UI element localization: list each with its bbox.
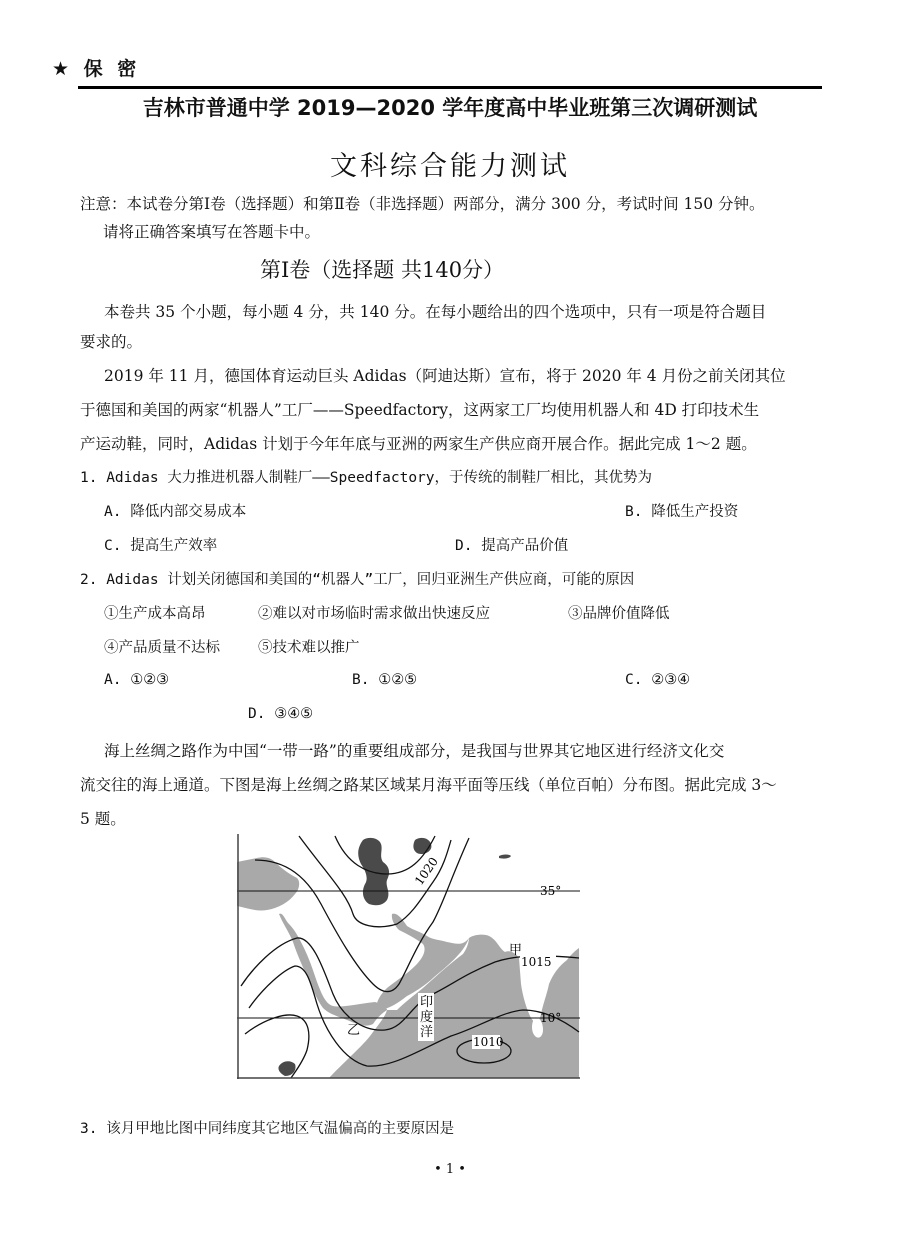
question-1-option-b: B. 降低生产投资 <box>625 504 739 520</box>
ocean-label-char-2: 度 <box>420 1010 434 1025</box>
latitude-label-35: 35° <box>540 884 562 898</box>
section-instructions-line-2: 要求的。 <box>80 333 143 351</box>
question-3-stem: 3. 该月甲地比图中同纬度其它地区气温偏高的主要原因是 <box>80 1121 455 1137</box>
passage1-line-2: 于德国和美国的两家“机器人”工厂——Speedfactory，这两家工厂均使用机器人和 4D 打印技术生 <box>80 401 760 419</box>
question-2-option-c: C. ②③④ <box>625 672 691 688</box>
notice-line-2: 请将正确答案填写在答题卡中。 <box>103 223 321 241</box>
passage2-line-2: 流交往的海上通道。下图是海上丝绸之路某区域某月海平面等压线（单位百帕）分布图。据此完成 3～ <box>80 776 777 794</box>
passage2-line-1: 海上丝绸之路作为中国“一带一路”的重要组成部分，是我国与世界其它地区进行经济文化交 <box>104 742 725 760</box>
question-2-stem: 2. Adidas 计划关闭德国和美国的“机器人”工厂，回归亚洲生产供应商，可能的原因 <box>80 572 635 588</box>
ocean-label-char-1: 印 <box>420 995 434 1010</box>
isobar-label-1015: 1015 <box>521 955 552 969</box>
question-2-option-b: B. ①②⑤ <box>352 672 418 688</box>
isobar-label-1010: 1010 <box>473 1035 504 1049</box>
question-2-option-a: A. ①②③ <box>104 672 170 688</box>
place-label-jia: 甲 <box>509 943 523 958</box>
question-2-item-2: ②难以对市场临时需求做出快速反应 <box>258 606 490 622</box>
question-1-option-c: C. 提高生产效率 <box>104 538 218 554</box>
confidential-mark: ★ 保 密 <box>52 58 141 80</box>
passage1-line-1: 2019 年 11 月，德国体育运动巨头 Adidas（阿迪达斯）宣布，将于 2020 年 4 月份之前关闭其位 <box>104 367 786 385</box>
header-rule <box>78 86 822 89</box>
question-2-option-d: D. ③④⑤ <box>248 706 314 722</box>
ocean-label-char-3: 洋 <box>420 1025 434 1040</box>
question-2-item-1: ①生产成本高昂 <box>104 606 206 622</box>
question-1-stem: 1. Adidas 大力推进机器人制鞋厂——Speedfactory，于传统的制鞋厂相比，其优势为 <box>80 470 653 486</box>
question-2-item-5: ⑤技术难以推广 <box>258 640 360 656</box>
section-instructions-line-1: 本卷共 35 个小题，每小题 4 分，共 140 分。在每小题给出的四个选项中，只有一项是符合题目 <box>104 303 767 321</box>
isobar-map-svg <box>237 834 580 1079</box>
isobar-label-1020: 1020 <box>411 854 441 888</box>
isobar-map <box>237 834 580 1079</box>
question-1-option-a: A. 降低内部交易成本 <box>104 504 247 520</box>
passage2-line-3: 5 题。 <box>80 810 126 828</box>
place-label-yi: 乙 <box>347 1023 361 1038</box>
exam-subtitle: 文科综合能力测试 <box>330 151 570 182</box>
exam-title: 吉林市普通中学 2019—2020 学年度高中毕业班第三次调研测试 <box>142 96 758 120</box>
question-2-item-4: ④产品质量不达标 <box>104 640 220 656</box>
notice-line-1: 注意：本试卷分第Ⅰ卷（选择题）和第Ⅱ卷（非选择题）两部分，满分 300 分，考试时间 150 分钟。 <box>80 195 765 213</box>
question-1-option-d: D. 提高产品价值 <box>455 538 569 554</box>
question-2-item-3: ③品牌价值降低 <box>568 606 670 622</box>
section-title: 第Ⅰ卷（选择题 共140分） <box>260 258 505 282</box>
page-number: • 1 • <box>434 1162 466 1177</box>
latitude-label-10: 10° <box>540 1011 562 1025</box>
passage1-line-3: 产运动鞋，同时，Adidas 计划于今年年底与亚洲的两家生产供应商开展合作。据此完成 1～2 题。 <box>80 435 757 453</box>
